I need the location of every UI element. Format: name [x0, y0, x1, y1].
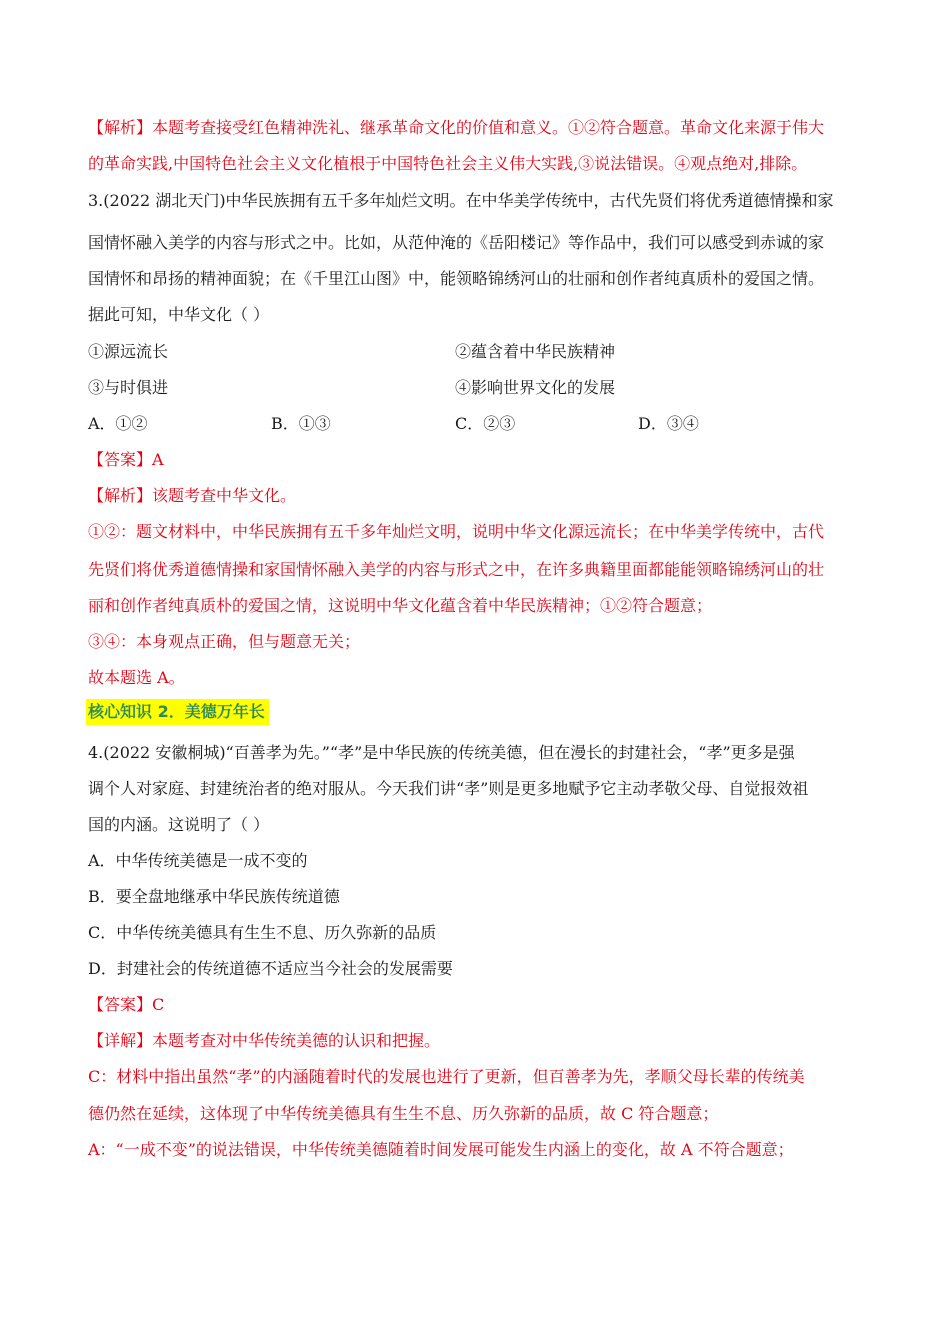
question-3-stem: 3.(2022 湖北天门)中华民族拥有五千多年灿烂文明。在中华美学传统中，古代先贤们将优秀道德情操和家	[88, 191, 834, 210]
option-c: C．中华传统美德具有生生不息、历久弥新的品质	[88, 923, 437, 942]
analysis-line: 【解析】本题考查接受红色精神洗礼、继承革命文化的价值和意义。①②符合题意。革命文化来源于伟大	[88, 118, 825, 137]
statement-4: ④影响世界文化的发展	[455, 378, 616, 397]
option-c: C．②③	[455, 414, 516, 433]
question-3-stem: 国情怀和昂扬的精神面貌；在《千里江山图》中，能领略锦绣河山的壮丽和创作者纯真质朴的爱国之情。	[88, 269, 825, 288]
question-4-stem: 4.(2022 安徽桐城)“百善孝为先。”“孝”是中华民族的传统美德，但在漫长的封建社会，“孝”更多是强	[88, 743, 795, 762]
detail-line: A：“一成不变”的说法错误，中华传统美德随着时间发展可能发生内涵上的变化，故 A 不符合题意；	[88, 1140, 794, 1159]
question-4-stem: 国的内涵。这说明了（ ）	[88, 815, 270, 834]
statement-2: ②蕴含着中华民族精神	[455, 342, 616, 361]
analysis-line: ③④：本身观点正确，但与题意无关；	[88, 632, 361, 651]
analysis-label: 【解析】该题考查中华文化。	[88, 486, 297, 505]
statement-1: ①源远流长	[88, 342, 169, 361]
section-heading: 核心知识 2．美德万年长	[86, 699, 269, 725]
option-b: B．①③	[271, 414, 331, 433]
question-4-stem: 调个人对家庭、封建统治者的绝对服从。今天我们讲“孝”则是更多地赋予它主动孝敬父母、自觉报效祖	[88, 779, 809, 798]
detail-line: 德仍然在延续，这体现了中华传统美德具有生生不息、历久弥新的品质，故 C 符合题意；	[88, 1104, 719, 1123]
detail-label: 【详解】本题考查对中华传统美德的认识和把握。	[88, 1031, 441, 1050]
option-a: A．中华传统美德是一成不变的	[88, 851, 308, 870]
analysis-line: 丽和创作者纯真质朴的爱国之情，这说明中华文化蕴含着中华民族精神；①②符合题意；	[88, 596, 713, 615]
analysis-line: 故本题选 A。	[88, 668, 185, 687]
option-a: A．①②	[88, 414, 148, 433]
option-b: B．要全盘地继承中华民族传统道德	[88, 887, 340, 906]
question-3-stem: 国情怀融入美学的内容与形式之中。比如，从范仲淹的《岳阳楼记》等作品中，我们可以感受到赤诚的家	[88, 233, 825, 252]
analysis-line: ①②：题文材料中，中华民族拥有五千多年灿烂文明，说明中华文化源远流长；在中华美学传统中，古代	[88, 522, 825, 541]
answer-label: 【答案】A	[88, 450, 164, 469]
answer-label: 【答案】C	[88, 995, 165, 1014]
statement-3: ③与时俱进	[88, 378, 169, 397]
analysis-line: 先贤们将优秀道德情操和家国情怀融入美学的内容与形式之中，在许多典籍里面都能能领略锦绣河山的壮	[88, 560, 825, 579]
option-d: D．封建社会的传统道德不适应当今社会的发展需要	[88, 959, 453, 978]
detail-line: C：材料中指出虽然“孝”的内涵随着时代的发展也进行了更新，但百善孝为先，孝顺父母长辈的传统美	[88, 1067, 805, 1086]
question-3-stem: 据此可知，中华文化（ ）	[88, 305, 270, 324]
option-d: D．③④	[638, 414, 699, 433]
analysis-line: 的革命实践,中国特色社会主义文化植根于中国特色社会主义伟大实践,③说法错误。④观点绝对,排除。	[88, 154, 808, 173]
